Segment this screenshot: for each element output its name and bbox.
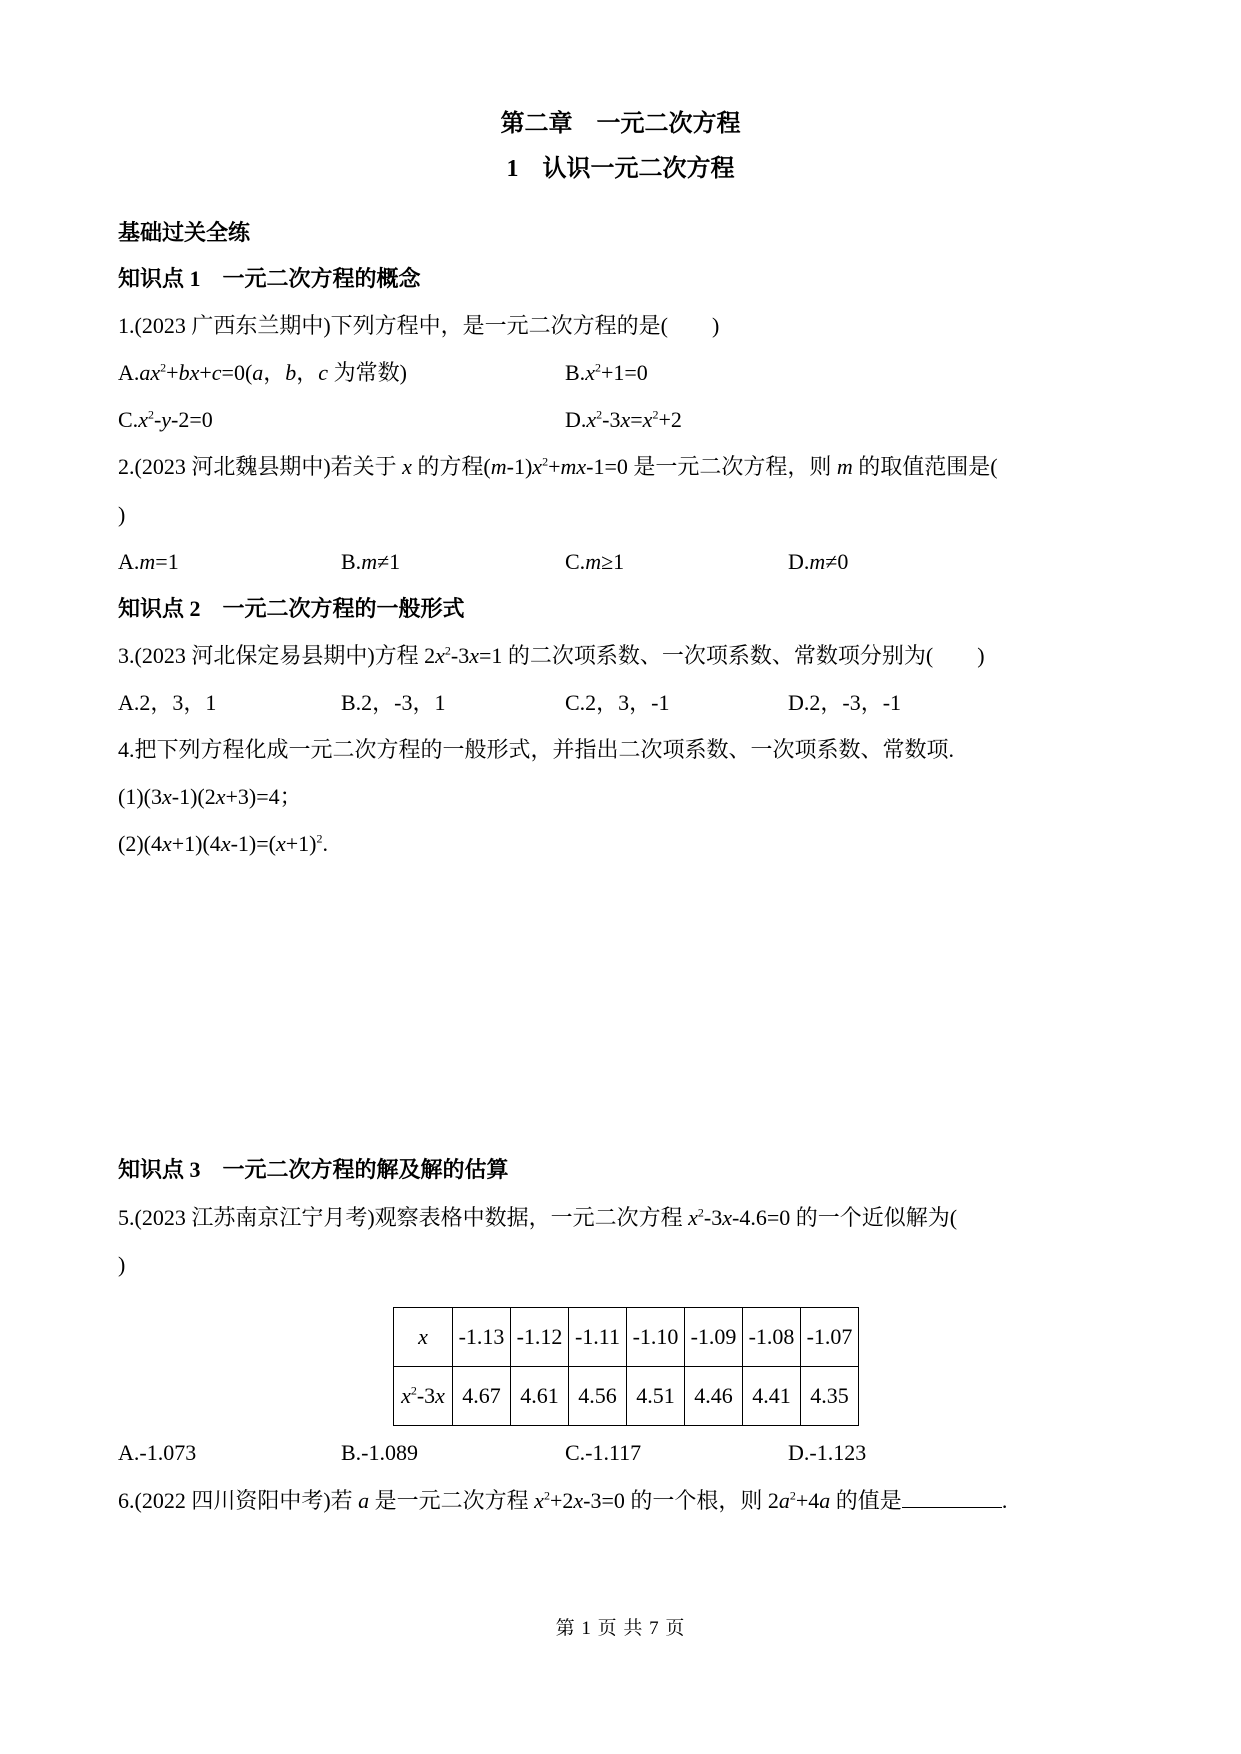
table-row <box>394 1308 859 1367</box>
table-cell: 4.46 <box>685 1367 743 1426</box>
table-cell: 4.41 <box>743 1367 801 1426</box>
question-3-option-a: A.2，3，1 <box>118 690 217 715</box>
question-5-option-c: C.-1.117 <box>565 1440 642 1465</box>
q6-end: . <box>1001 1488 1008 1513</box>
table-cell: -1.11 <box>569 1308 627 1367</box>
table-cell: 4.51 <box>627 1367 685 1426</box>
table-cell: 4.61 <box>511 1367 569 1426</box>
option-a-tail: 为常数) <box>333 360 407 385</box>
question-4-stem: 4.把下列方程化成一元二次方程的一般形式，并指出二次项系数、一次项系数、常数项. <box>118 737 955 762</box>
question-4-part-1: (1)(3x-1)(2x+3)=4； <box>118 784 302 809</box>
answer-blank[interactable] <box>902 1485 1002 1508</box>
question-3-option-c: C.2，3，-1 <box>565 690 670 715</box>
q6-tail: 的值是 <box>835 1488 902 1513</box>
question-3-option-d: D.2，-3，-1 <box>788 690 902 715</box>
table-cell: -1.08 <box>743 1308 801 1367</box>
q5-prefix: 5.(2023 江苏南京江宁月考)观察表格中数据，一元二次方程 <box>118 1205 683 1230</box>
table-cell: -1.13 <box>453 1308 511 1367</box>
q6-mid2: =0 的一个根，则 2 <box>601 1488 779 1513</box>
question-1-option-a: $A.ax^2+bx+c=0(a$，b，c 为常数) <box>118 360 407 385</box>
table-cell: 4.56 <box>569 1367 627 1426</box>
question-5-stem-close: ) <box>118 1252 126 1277</box>
q2-mid2: 是一元二次方程，则 <box>633 454 832 479</box>
q2-prefix: 2.(2023 河北魏县期中)若关于 <box>118 454 397 479</box>
question-2-option-c: C.m≥1 <box>565 549 625 574</box>
question-2-stem: 2.(2023 河北魏县期中)若关于 x 的方程$(m-1)x^2+mx-1=0$ 是一元二次方程，则 m 的取值范围是( <box>118 454 998 479</box>
q5-tail: -4.6=0 的一个近似解为( <box>732 1205 958 1230</box>
table-cell: 4.35 <box>801 1367 859 1426</box>
q3-tail: =1 的二次项系数、一次项系数、常数项分别为( ) <box>479 643 985 668</box>
value-table <box>393 1307 859 1426</box>
table-cell: 4.67 <box>453 1367 511 1426</box>
question-2-option-d: D.m≠0 <box>788 549 849 574</box>
question-6-stem: 6.(2022 四川资阳中考)若 a 是一元二次方程 $x^2+2x-3=0$ 的一个根，则 $2a^2+4a$ 的值是 . <box>118 1485 1007 1516</box>
q6-mid1: 是一元二次方程 <box>374 1488 529 1513</box>
question-5-option-a: A.-1.073 <box>118 1440 197 1465</box>
question-3-stem: 3.(2023 河北保定易县期中)方程 $2x^2-3x=1$ 的二次项系数、一次项系数、常数项分别为( ) <box>118 643 985 668</box>
q2-mid1: 的方程( <box>417 454 491 479</box>
table-header-expression: $x^2-3x$ <box>394 1367 453 1426</box>
table-cell: -1.09 <box>685 1308 743 1367</box>
question-1-option-c: $C.x^2-y-2=0$ <box>118 407 213 432</box>
table-cell: -1.10 <box>627 1308 685 1367</box>
question-2-option-a: A.m=1 <box>118 549 179 574</box>
q6-prefix: 6.(2022 四川资阳中考)若 <box>118 1488 353 1513</box>
table-cell: -1.12 <box>511 1308 569 1367</box>
question-5-option-b: B.-1.089 <box>341 1440 418 1465</box>
knowledge-point-2: 知识点 2 一元二次方程的一般形式 <box>118 596 465 621</box>
section-title: 1 认识一元二次方程 <box>506 156 735 182</box>
q3-prefix: 3.(2023 河北保定易县期中)方程 2 <box>118 643 436 668</box>
question-1-option-b: $B.x^2+1=0$ <box>565 360 648 385</box>
table-header-x: x <box>394 1308 453 1367</box>
chapter-title: 第二章 一元二次方程 <box>500 111 741 137</box>
knowledge-point-3: 知识点 3 一元二次方程的解及解的估算 <box>118 1157 509 1182</box>
question-3-option-b: B.2，-3，1 <box>341 690 446 715</box>
table-row <box>394 1367 859 1426</box>
knowledge-point-1: 知识点 1 一元二次方程的概念 <box>118 266 421 291</box>
question-2-option-b: B.m≠1 <box>341 549 401 574</box>
question-4-part-2: $(2)(4x+1)(4x-1)=(x+1)^2$. <box>118 831 328 856</box>
question-5-option-d: D.-1.123 <box>788 1440 867 1465</box>
table-cell: -1.07 <box>801 1308 859 1367</box>
question-1-stem: 1.(2023 广西东兰期中)下列方程中，是一元二次方程的是( ) <box>118 313 720 338</box>
q2-tail: 的取值范围是( <box>858 454 998 479</box>
page-footer: 第 1 页 共 7 页 <box>555 1618 686 1639</box>
question-1-option-d: $D.x^2-3x=x^2+2$ <box>565 407 682 432</box>
question-2-stem-close: ) <box>118 502 126 527</box>
section-heading: 基础过关全练 <box>118 220 251 245</box>
question-5-stem: 5.(2023 江苏南京江宁月考)观察表格中数据，一元二次方程 $x^2-3x-4.6=0$ 的一个近似解为( <box>118 1205 958 1230</box>
